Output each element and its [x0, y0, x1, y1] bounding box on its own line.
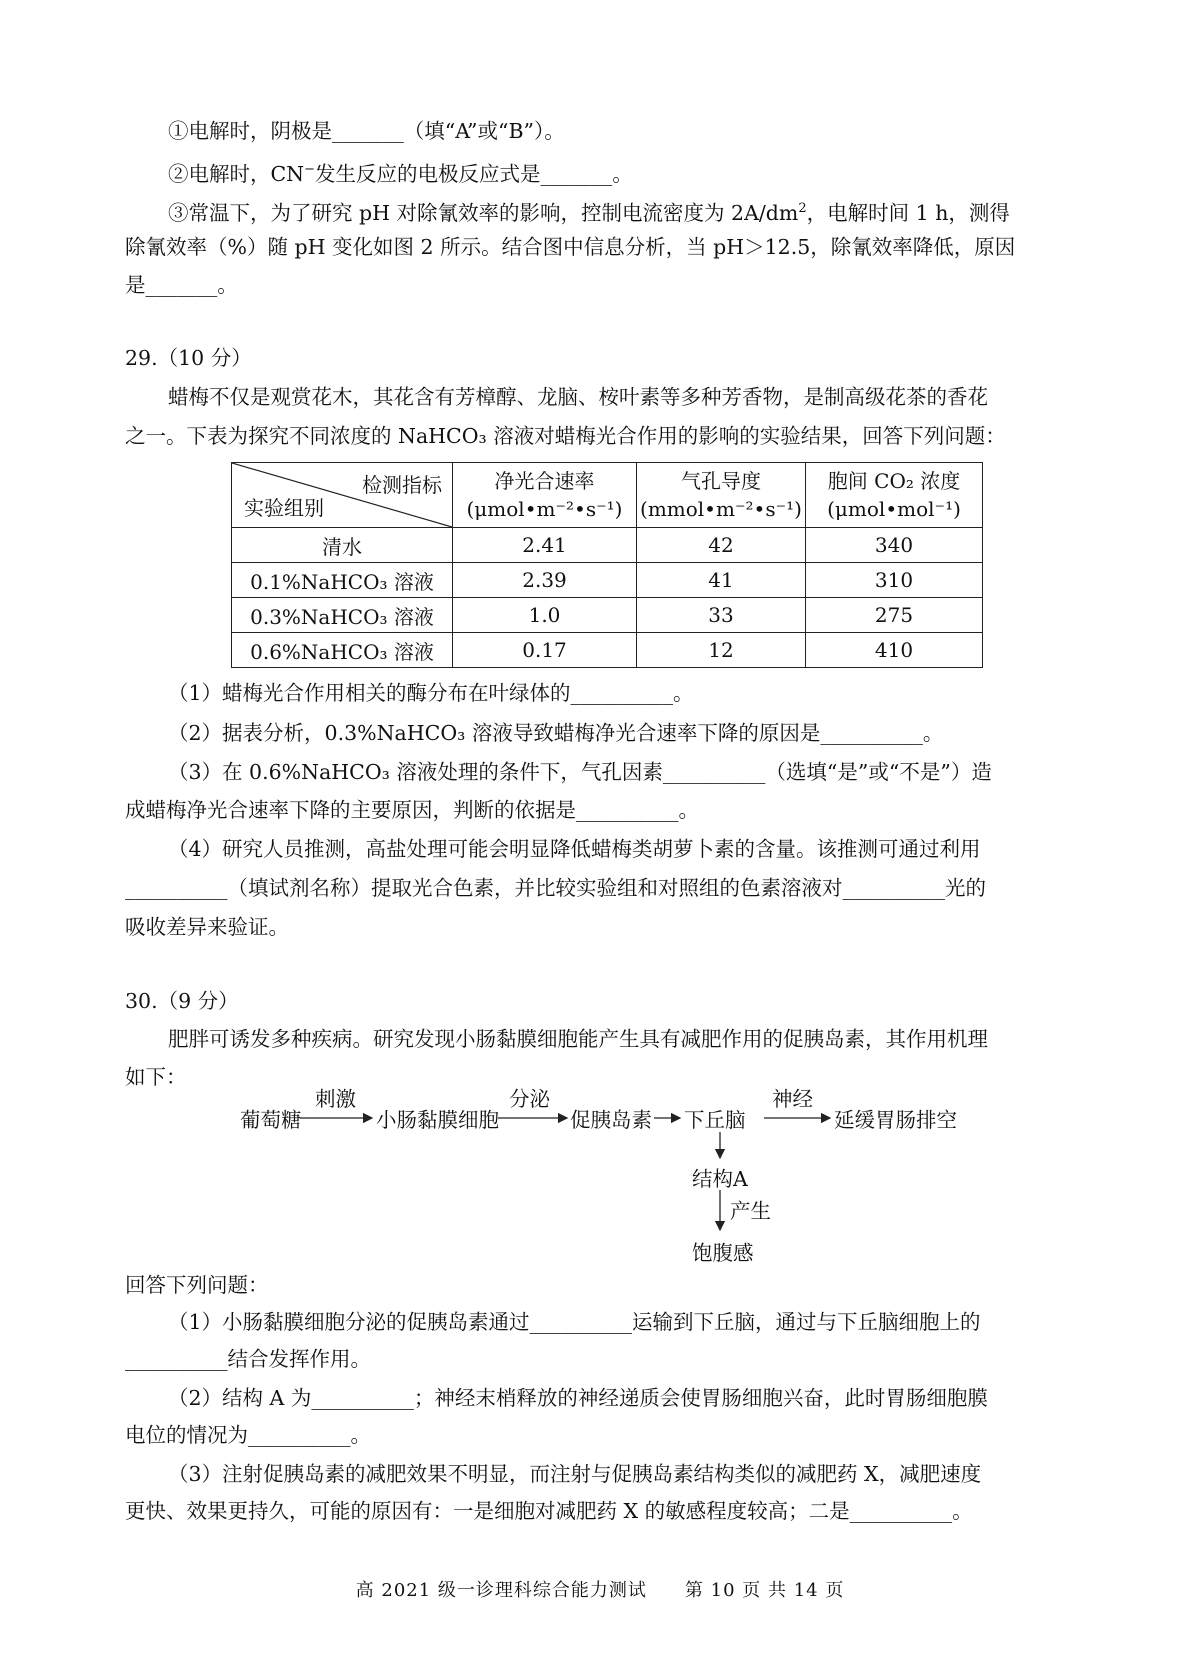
- table-cell: 275: [806, 598, 983, 633]
- q30-sub-3a: （3）注射促胰岛素的减肥效果不明显，而注射与促胰岛素结构类似的减肥药 X，减肥速度: [168, 1462, 982, 1486]
- corner-bottom-label: 实验组别: [244, 496, 324, 520]
- table-cell: 33: [637, 598, 806, 633]
- table-cell: 340: [806, 528, 983, 563]
- q29-heading: 29.（10 分）: [125, 346, 252, 370]
- corner-top-label: 检测指标: [362, 473, 442, 497]
- flow-satiety: 饱腹感: [692, 1241, 754, 1265]
- q30-sub-2a: （2）结构 A 为__________；神经末梢释放的神经递质会使胃肠细胞兴奋，此时胃肠细胞膜: [168, 1386, 988, 1410]
- q28-line-1: ①电解时，阴极是_______（填“A”或“B”）。: [168, 119, 565, 143]
- q30-answer-intro: 回答下列问题：: [125, 1273, 269, 1297]
- q28-line-5: 是_______。: [125, 273, 238, 297]
- q28-line-3b: ，电解时间 1 h，测得: [806, 201, 1010, 225]
- q30-intro-2: 如下：: [125, 1065, 187, 1089]
- q29-sub-3a: （3）在 0.6%NaHCO₃ 溶液处理的条件下，气孔因素__________（选填“是”或“不是”）造: [168, 760, 992, 784]
- table-cell: 0.17: [453, 633, 637, 668]
- column-header-title: 气孔导度: [681, 469, 761, 493]
- q28-line-3a: ③常温下，为了研究 pH 对除氰效率的影响，控制电流密度为 2A/dm: [168, 201, 799, 225]
- table-cell: 42: [637, 528, 806, 563]
- column-header-unit: (μmol•m⁻²•s⁻¹): [466, 497, 623, 521]
- flow-structure-a: 结构A: [692, 1167, 748, 1191]
- q30-heading: 30.（9 分）: [125, 989, 239, 1013]
- table-cell-group: 0.6%NaHCO₃ 溶液: [232, 633, 453, 668]
- q29-sub-4a: （4）研究人员推测，高盐处理可能会明显降低蜡梅类胡萝卜素的含量。该推测可通过利用: [168, 837, 981, 861]
- flow-intestinal-cells: 小肠黏膜细胞: [376, 1108, 499, 1132]
- q30-sub-1b: __________结合发挥作用。: [125, 1347, 371, 1371]
- page-footer: 高 2021 级一诊理科综合能力测试 第 10 页 共 14 页: [355, 1580, 845, 1601]
- q30-sub-1a: （1）小肠黏膜细胞分泌的促胰岛素通过__________运输到下丘脑，通过与下丘脑细胞上的: [168, 1310, 981, 1334]
- flow-delay-emptying: 延缓胃肠排空: [834, 1108, 957, 1132]
- table-cell-group: 清水: [232, 528, 453, 563]
- table-cell-group: 0.1%NaHCO₃ 溶液: [232, 563, 453, 598]
- flow-hypothalamus: 下丘脑: [684, 1108, 746, 1132]
- table-cell: 2.41: [453, 528, 637, 563]
- q29-intro-1: 蜡梅不仅是观赏花木，其花含有芳樟醇、龙脑、桉叶素等多种芳香物，是制高级花茶的香花: [168, 385, 988, 409]
- q28-line-2a: ②电解时，CN: [168, 162, 305, 186]
- q30-sub-3b: 更快、效果更持久，可能的原因有：一是细胞对减肥药 X 的敏感程度较高；二是__________。: [125, 1499, 973, 1523]
- superscript: 2: [798, 201, 807, 216]
- flow-label-nerve: 神经: [772, 1087, 813, 1111]
- table-cell: 410: [806, 633, 983, 668]
- q29-sub-4b: __________（填试剂名称）提取光合色素，并比较实验组和对照组的色素溶液对__________光的: [125, 876, 986, 900]
- flow-label-produce: 产生: [730, 1199, 771, 1223]
- q28-line-2b: 发生反应的电极反应式是_______。: [315, 162, 633, 186]
- flow-label-stimulate: 刺激: [315, 1087, 356, 1111]
- q30-intro-1: 肥胖可诱发多种疾病。研究发现小肠黏膜细胞能产生具有减肥作用的促胰岛素，其作用机理: [168, 1027, 988, 1051]
- table-cell: 310: [806, 563, 983, 598]
- q28-line-4: 除氰效率（%）随 pH 变化如图 2 所示。结合图中信息分析，当 pH＞12.5，除氰效率降低，原因: [125, 235, 1016, 259]
- table-cell-group: 0.3%NaHCO₃ 溶液: [232, 598, 453, 633]
- q29-sub-3b: 成蜡梅净光合速率下降的主要原因，判断的依据是__________。: [125, 798, 699, 822]
- q29-sub-2: （2）据表分析，0.3%NaHCO₃ 溶液导致蜡梅净光合速率下降的原因是__________。: [168, 721, 944, 745]
- q30-sub-2b: 电位的情况为__________。: [125, 1423, 371, 1447]
- flow-glucose: 葡萄糖: [240, 1108, 302, 1132]
- table-cell: 41: [637, 563, 806, 598]
- superscript: −: [304, 162, 316, 177]
- table-cell: 2.39: [453, 563, 637, 598]
- column-header-unit: (μmol•mol⁻¹): [827, 497, 961, 521]
- column-header-title: 胞间 CO₂ 浓度: [827, 469, 961, 493]
- q29-intro-2: 之一。下表为探究不同浓度的 NaHCO₃ 溶液对蜡梅光合作用的影响的实验结果，回答下列问题：: [125, 424, 1006, 448]
- flow-label-secrete: 分泌: [509, 1087, 550, 1111]
- table-cell: 1.0: [453, 598, 637, 633]
- column-header-title: 净光合速率: [494, 469, 595, 493]
- column-header-unit: (mmol•m⁻²•s⁻¹): [640, 497, 802, 521]
- table-cell: 12: [637, 633, 806, 668]
- q29-sub-4c: 吸收差异来验证。: [125, 915, 289, 939]
- flow-hormone: 促胰岛素: [570, 1108, 652, 1132]
- q29-sub-1: （1）蜡梅光合作用相关的酶分布在叶绿体的__________。: [168, 681, 694, 705]
